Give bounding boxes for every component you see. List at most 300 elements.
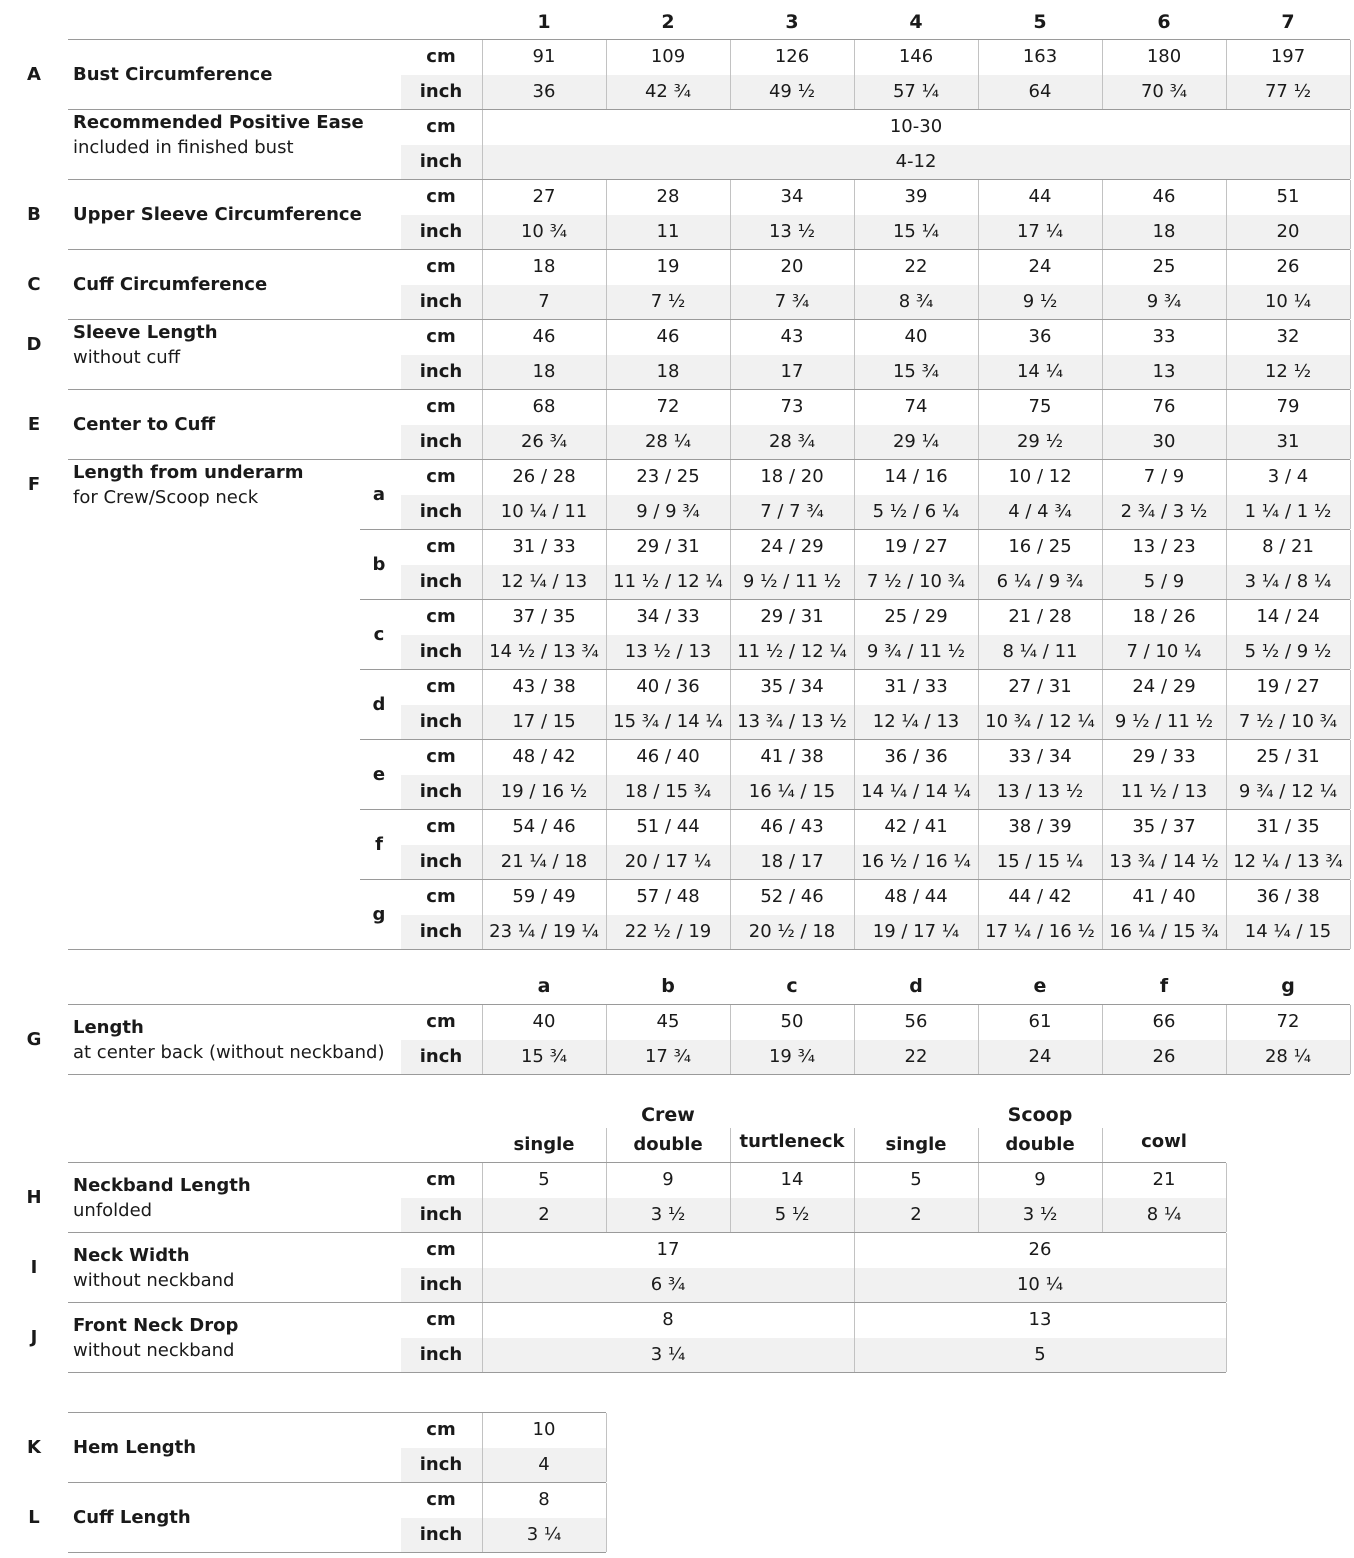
row-c-cm-cell: 19	[656, 256, 680, 277]
row-f-d-inch-cell: 17 / 15	[512, 711, 576, 732]
row-d-letter: D	[26, 334, 42, 355]
unit-cm: cm	[426, 256, 456, 277]
row-a-cm-cell: 109	[650, 46, 686, 67]
unit-inch: inch	[419, 81, 463, 102]
row-d-cm-cell: 36	[1028, 326, 1052, 347]
unit-inch: inch	[419, 571, 463, 592]
row-f-c-cm-cell: 34 / 33	[636, 606, 700, 627]
row-f-a-cm-cell: 10 / 12	[1008, 466, 1072, 487]
row-f-d-cm-cell: 27 / 31	[1008, 676, 1072, 697]
row-f-c-cm-cell: 21 / 28	[1008, 606, 1072, 627]
unit-inch: inch	[419, 1046, 463, 1067]
row-f-a-cm-cell: 14 / 16	[884, 466, 948, 487]
row-a-inch-cell: 70 ¾	[1140, 81, 1188, 102]
row-k-letter: K	[27, 1436, 41, 1458]
row-g-cm-cell: 66	[1152, 1011, 1176, 1032]
unit-cm: cm	[426, 1169, 456, 1190]
row-f-c-inch-cell: 7 / 10 ¼	[1126, 641, 1202, 662]
row-a-cm-cell: 126	[774, 46, 810, 67]
row-f-d-cm-cell: 31 / 33	[884, 676, 948, 697]
column-divider	[1226, 1303, 1227, 1372]
row-h-label	[73, 1173, 251, 1223]
column-divider	[1226, 1233, 1227, 1302]
row-b-letter: B	[27, 203, 41, 225]
row-f-a-cm-cell: 3 / 4	[1267, 466, 1309, 487]
row-i-crew-cm-cell: 17	[656, 1239, 680, 1260]
unit-cm: cm	[426, 1489, 456, 1510]
row-f-f-cm-cell: 42 / 41	[884, 816, 948, 837]
row-f-d-inch-cell: 12 ¼ / 13	[872, 711, 960, 732]
row-e-label	[73, 412, 215, 437]
row-f-b-inch-cell: 12 ¼ / 13	[500, 571, 588, 592]
row-d-inch-cell: 18	[532, 361, 556, 382]
row-j-label	[73, 1313, 238, 1363]
row-c-inch-cell: 9 ¾	[1146, 291, 1182, 312]
row-f-e-inch-cell: 11 ½ / 13	[1120, 781, 1208, 802]
row-f-b-cm-cell: 29 / 31	[636, 536, 700, 557]
unit-cm: cm	[426, 606, 456, 627]
row-c-letter: C	[27, 273, 41, 295]
row-a-inch-cell: 57 ¼	[892, 81, 940, 102]
length-header: a	[537, 975, 551, 997]
unit-cm: cm	[426, 886, 456, 907]
row-d-cm-cell: 46	[532, 326, 556, 347]
neck-column-header: double	[633, 1134, 703, 1155]
row-k-title: Hem Length	[73, 1437, 197, 1458]
unit-inch: inch	[419, 781, 463, 802]
row-i-subtitle: without neckband	[73, 1269, 235, 1291]
row-c-inch-cell: 8 ¾	[898, 291, 934, 312]
row-e-cm-cell: 73	[780, 396, 804, 417]
row-f-g-cm-cell: 52 / 46	[760, 886, 824, 907]
row-j-crew-inch-cell: 3 ¼	[650, 1344, 686, 1365]
row-d-cm-cell: 43	[780, 326, 804, 347]
length-header: e	[1033, 975, 1047, 997]
row-f-c-inch-cell: 5 ½ / 9 ½	[1244, 641, 1332, 662]
row-f-g-cm-cell: 44 / 42	[1008, 886, 1072, 907]
row-f-sub-label: f	[375, 834, 383, 855]
unit-cm: cm	[426, 746, 456, 767]
unit-cm: cm	[426, 466, 456, 487]
row-e-cm-cell: 68	[532, 396, 556, 417]
neck-column-header: double	[1005, 1134, 1075, 1155]
row-f-e-cm-cell: 48 / 42	[512, 746, 576, 767]
row-g-cm-cell: 56	[904, 1011, 928, 1032]
row-h-letter: H	[26, 1186, 42, 1208]
row-f-e-cm-cell: 29 / 33	[1132, 746, 1196, 767]
column-divider	[1350, 740, 1351, 809]
column-divider	[1350, 40, 1351, 109]
row-d-inch-cell: 14 ¼	[1016, 361, 1064, 382]
row-f-f-cm-cell: 35 / 37	[1132, 816, 1196, 837]
row-b-cm-cell: 39	[904, 186, 928, 207]
row-ease-title: Recommended Positive Ease	[73, 112, 364, 133]
length-header: c	[786, 975, 798, 997]
unit-inch: inch	[419, 1524, 463, 1545]
row-a-cm-cell: 163	[1022, 46, 1058, 67]
column-divider	[1350, 390, 1351, 459]
row-a-cm-cell: 146	[898, 46, 934, 67]
row-j-subtitle: without neckband	[73, 1339, 235, 1361]
column-divider	[1350, 180, 1351, 249]
row-f-e-inch-cell: 14 ¼ / 14 ¼	[861, 781, 971, 802]
row-h-cm-cell: 14	[780, 1169, 804, 1190]
row-f-e-cm-cell: 33 / 34	[1008, 746, 1072, 767]
size-header: 5	[1033, 11, 1047, 33]
row-d-title: Sleeve Length	[73, 322, 218, 343]
row-g-label	[73, 1015, 384, 1065]
row-f-g-inch-cell: 14 ¼ / 15	[1244, 921, 1332, 942]
unit-inch: inch	[419, 221, 463, 242]
row-f-d-cm-cell: 35 / 34	[760, 676, 824, 697]
unit-cm: cm	[426, 186, 456, 207]
row-f-c-cm-cell: 18 / 26	[1132, 606, 1196, 627]
row-f-g-inch-cell: 17 ¼ / 16 ½	[985, 921, 1095, 942]
unit-cm: cm	[426, 676, 456, 697]
row-f-f-inch-cell: 20 / 17 ¼	[624, 851, 712, 872]
row-l-inch-cell: 3 ¼	[526, 1524, 562, 1545]
row-c-cm-cell: 24	[1028, 256, 1052, 277]
row-g-subtitle: at center back (without neckband)	[73, 1041, 385, 1063]
row-i-scoop-cm-cell: 26	[1028, 1239, 1052, 1260]
row-c-title: Cuff Circumference	[73, 274, 268, 295]
row-b-inch-cell: 17 ¼	[1016, 221, 1064, 242]
row-b-cm-cell: 27	[532, 186, 556, 207]
row-f-g-inch-cell: 19 / 17 ¼	[872, 921, 960, 942]
row-g-cm-cell: 45	[656, 1011, 680, 1032]
column-divider	[1350, 530, 1351, 599]
row-f-d-cm-cell: 43 / 38	[512, 676, 576, 697]
row-c-cm-cell: 20	[780, 256, 804, 277]
row-f-g-inch-cell: 22 ½ / 19	[624, 921, 712, 942]
row-f-b-cm-cell: 13 / 23	[1132, 536, 1196, 557]
row-b-cm-cell: 34	[780, 186, 804, 207]
row-f-g-cm-cell: 36 / 38	[1256, 886, 1320, 907]
unit-cm: cm	[426, 816, 456, 837]
row-f-f-inch-cell: 16 ½ / 16 ¼	[861, 851, 971, 872]
row-f-a-inch-cell: 7 / 7 ¾	[760, 501, 824, 522]
row-c-inch-cell: 7 ½	[650, 291, 686, 312]
row-f-a-cm-cell: 7 / 9	[1143, 466, 1185, 487]
row-h-title: Neckband Length	[73, 1174, 251, 1196]
row-f-sub-label: e	[372, 764, 386, 785]
row-c-cm-cell: 26	[1276, 256, 1300, 277]
row-l-letter: L	[28, 1506, 40, 1528]
row-e-inch-cell: 28 ¼	[644, 431, 692, 452]
row-j-scoop-inch-cell: 5	[1034, 1344, 1046, 1365]
row-b-title: Upper Sleeve Circumference	[73, 204, 362, 225]
row-h-cm-cell: 9	[662, 1169, 674, 1190]
row-ease-inch-cell: 4-12	[895, 151, 937, 172]
row-k-inch-cell: 4	[538, 1454, 550, 1475]
row-f-f-inch-cell: 13 ¾ / 14 ½	[1109, 851, 1219, 872]
row-f-c-inch-cell: 11 ½ / 12 ¼	[737, 641, 847, 662]
row-b-inch-cell: 18	[1152, 221, 1176, 242]
column-divider	[1226, 1163, 1227, 1232]
row-f-b-inch-cell: 11 ½ / 12 ¼	[613, 571, 723, 592]
row-h-inch-cell: 2	[910, 1204, 922, 1225]
row-f-a-inch-cell: 9 / 9 ¾	[636, 501, 700, 522]
row-g-cm-cell: 40	[532, 1011, 556, 1032]
row-f-d-cm-cell: 40 / 36	[636, 676, 700, 697]
row-f-f-inch-cell: 15 / 15 ¼	[996, 851, 1084, 872]
row-i-title: Neck Width	[73, 1244, 190, 1266]
row-a-inch-cell: 42 ¾	[644, 81, 692, 102]
row-e-inch-cell: 29 ½	[1016, 431, 1064, 452]
row-c-inch-cell: 7 ¾	[774, 291, 810, 312]
size-header: 1	[537, 11, 551, 33]
unit-inch: inch	[419, 291, 463, 312]
row-g-inch-cell: 15 ¾	[520, 1046, 568, 1067]
row-h-inch-cell: 3 ½	[1022, 1204, 1058, 1225]
column-divider	[1350, 250, 1351, 319]
neck-column-header: turtleneck	[739, 1131, 845, 1152]
row-f-f-inch-cell: 12 ¼ / 13 ¾	[1233, 851, 1343, 872]
row-h-inch-cell: 5 ½	[774, 1204, 810, 1225]
row-g-title: Length	[73, 1016, 144, 1038]
row-f-d-inch-cell: 13 ¾ / 13 ½	[737, 711, 847, 732]
unit-cm: cm	[426, 1419, 456, 1440]
length-header: f	[1159, 975, 1169, 997]
row-f-g-cm-cell: 48 / 44	[884, 886, 948, 907]
row-d-cm-cell: 46	[656, 326, 680, 347]
unit-inch: inch	[419, 1274, 463, 1295]
row-k-label	[73, 1435, 196, 1460]
unit-inch: inch	[419, 151, 463, 172]
row-l-label	[73, 1505, 191, 1530]
row-d-cm-cell: 40	[904, 326, 928, 347]
row-e-cm-cell: 79	[1276, 396, 1300, 417]
row-b-inch-cell: 15 ¼	[892, 221, 940, 242]
row-e-cm-cell: 72	[656, 396, 680, 417]
row-f-b-cm-cell: 16 / 25	[1008, 536, 1072, 557]
unit-cm: cm	[426, 1011, 456, 1032]
size-header: 3	[785, 11, 799, 33]
row-c-cm-cell: 22	[904, 256, 928, 277]
column-divider	[854, 1128, 855, 1162]
row-g-inch-cell: 28 ¼	[1264, 1046, 1312, 1067]
row-ease-label	[73, 110, 364, 160]
unit-inch: inch	[419, 921, 463, 942]
row-d-inch-cell: 15 ¾	[892, 361, 940, 382]
row-f-e-cm-cell: 41 / 38	[760, 746, 824, 767]
row-g-inch-cell: 19 ¾	[768, 1046, 816, 1067]
row-i-scoop-inch-cell: 10 ¼	[1016, 1274, 1064, 1295]
row-f-f-cm-cell: 54 / 46	[512, 816, 576, 837]
row-a-inch-cell: 49 ½	[768, 81, 816, 102]
row-f-a-cm-cell: 18 / 20	[760, 466, 824, 487]
length-header: b	[661, 975, 675, 997]
row-e-inch-cell: 30	[1152, 431, 1176, 452]
row-f-e-inch-cell: 16 ¼ / 15	[748, 781, 836, 802]
row-g-cm-cell: 50	[780, 1011, 804, 1032]
row-d-inch-cell: 17	[780, 361, 804, 382]
row-e-inch-cell: 26 ¾	[520, 431, 568, 452]
unit-inch: inch	[419, 641, 463, 662]
unit-inch: inch	[419, 1204, 463, 1225]
row-e-cm-cell: 76	[1152, 396, 1176, 417]
row-a-inch-cell: 77 ½	[1264, 81, 1312, 102]
unit-cm: cm	[426, 116, 456, 137]
row-l-cm-cell: 8	[538, 1489, 550, 1510]
row-f-letter: F	[27, 474, 41, 495]
row-f-d-cm-cell: 19 / 27	[1256, 676, 1320, 697]
row-e-title: Center to Cuff	[73, 414, 216, 435]
row-divider	[68, 1552, 606, 1553]
row-g-inch-cell: 26	[1152, 1046, 1176, 1067]
unit-cm: cm	[426, 536, 456, 557]
row-f-d-inch-cell: 9 ½ / 11 ½	[1114, 711, 1214, 732]
row-f-title: Length from underarm	[73, 462, 304, 483]
row-e-inch-cell: 29 ¼	[892, 431, 940, 452]
row-d-inch-cell: 12 ½	[1264, 361, 1312, 382]
unit-cm: cm	[426, 326, 456, 347]
row-g-inch-cell: 24	[1028, 1046, 1052, 1067]
row-f-b-inch-cell: 6 ¼ / 9 ¾	[996, 571, 1084, 592]
column-divider	[1350, 670, 1351, 739]
row-f-f-cm-cell: 51 / 44	[636, 816, 700, 837]
row-b-inch-cell: 13 ½	[768, 221, 816, 242]
size-header: 7	[1281, 11, 1295, 33]
row-a-cm-cell: 197	[1270, 46, 1306, 67]
row-f-e-cm-cell: 25 / 31	[1256, 746, 1320, 767]
row-a-label	[73, 62, 272, 87]
row-c-inch-cell: 9 ½	[1022, 291, 1058, 312]
row-f-f-inch-cell: 21 ¼ / 18	[500, 851, 588, 872]
row-f-d-inch-cell: 7 ½ / 10 ¾	[1238, 711, 1338, 732]
unit-inch: inch	[419, 431, 463, 452]
row-ease-cm-cell: 10-30	[889, 116, 943, 137]
row-i-letter: I	[30, 1256, 38, 1278]
row-b-inch-cell: 10 ¾	[520, 221, 568, 242]
row-f-g-cm-cell: 57 / 48	[636, 886, 700, 907]
row-f-c-inch-cell: 13 ½ / 13	[624, 641, 712, 662]
unit-cm: cm	[426, 1239, 456, 1260]
row-f-a-cm-cell: 23 / 25	[636, 466, 700, 487]
unit-inch: inch	[419, 501, 463, 522]
row-i-label	[73, 1243, 234, 1293]
row-c-cm-cell: 18	[532, 256, 556, 277]
size-header: 6	[1157, 11, 1171, 33]
row-f-f-cm-cell: 38 / 39	[1008, 816, 1072, 837]
row-j-crew-cm-cell: 8	[662, 1309, 674, 1330]
column-divider	[1350, 110, 1351, 179]
row-d-cm-cell: 32	[1276, 326, 1300, 347]
row-e-cm-cell: 74	[904, 396, 928, 417]
row-b-cm-cell: 28	[656, 186, 680, 207]
row-b-cm-cell: 51	[1276, 186, 1300, 207]
row-i-crew-inch-cell: 6 ¾	[650, 1274, 686, 1295]
group-header-scoop: Scoop	[1007, 1104, 1073, 1126]
row-f-label	[73, 460, 304, 510]
row-g-inch-cell: 22	[904, 1046, 928, 1067]
size-header: 2	[661, 11, 675, 33]
row-f-d-inch-cell: 15 ¾ / 14 ¼	[613, 711, 723, 732]
row-f-f-inch-cell: 18 / 17	[760, 851, 824, 872]
unit-cm: cm	[426, 1309, 456, 1330]
row-g-letter: G	[26, 1028, 42, 1050]
column-divider	[1350, 320, 1351, 389]
row-f-g-inch-cell: 20 ½ / 18	[748, 921, 836, 942]
row-a-inch-cell: 64	[1028, 81, 1052, 102]
row-c-label	[73, 272, 267, 297]
column-divider	[606, 1128, 607, 1162]
row-f-a-inch-cell: 2 ¾ / 3 ½	[1120, 501, 1208, 522]
row-f-e-inch-cell: 19 / 16 ½	[500, 781, 588, 802]
length-header: g	[1281, 975, 1295, 997]
row-f-g-inch-cell: 23 ¼ / 19 ¼	[489, 921, 599, 942]
row-f-c-inch-cell: 9 ¾ / 11 ½	[866, 641, 966, 662]
row-f-c-cm-cell: 25 / 29	[884, 606, 948, 627]
row-d-cm-cell: 33	[1152, 326, 1176, 347]
unit-cm: cm	[426, 396, 456, 417]
row-k-cm-cell: 10	[532, 1419, 556, 1440]
column-divider	[978, 1128, 979, 1162]
row-f-a-inch-cell: 5 ½ / 6 ¼	[872, 501, 960, 522]
row-ease-subtitle: included in finished bust	[73, 137, 294, 158]
row-f-sub-label: d	[372, 694, 386, 715]
row-f-d-inch-cell: 10 ¾ / 12 ¼	[985, 711, 1095, 732]
row-b-inch-cell: 11	[656, 221, 680, 242]
row-h-cm-cell: 21	[1152, 1169, 1176, 1190]
row-f-f-cm-cell: 46 / 43	[760, 816, 824, 837]
unit-inch: inch	[419, 851, 463, 872]
row-d-inch-cell: 13	[1152, 361, 1176, 382]
unit-cm: cm	[426, 46, 456, 67]
row-b-inch-cell: 20	[1276, 221, 1300, 242]
row-f-f-cm-cell: 31 / 35	[1256, 816, 1320, 837]
size-header: 4	[909, 11, 923, 33]
row-h-inch-cell: 2	[538, 1204, 550, 1225]
row-f-e-inch-cell: 13 / 13 ½	[996, 781, 1084, 802]
row-e-inch-cell: 28 ¾	[768, 431, 816, 452]
neck-column-header: cowl	[1141, 1131, 1187, 1152]
row-d-inch-cell: 18	[656, 361, 680, 382]
row-f-b-cm-cell: 8 / 21	[1262, 536, 1314, 557]
row-f-c-inch-cell: 8 ¼ / 11	[1002, 641, 1078, 662]
row-f-d-cm-cell: 24 / 29	[1132, 676, 1196, 697]
column-divider	[606, 1483, 607, 1552]
neck-column-header: single	[513, 1134, 575, 1155]
row-f-g-cm-cell: 41 / 40	[1132, 886, 1196, 907]
column-divider	[1350, 460, 1351, 529]
row-f-a-inch-cell: 1 ¼ / 1 ½	[1244, 501, 1332, 522]
row-f-subtitle: for Crew/Scoop neck	[73, 487, 259, 508]
row-f-a-inch-cell: 10 ¼ / 11	[500, 501, 588, 522]
row-h-cm-cell: 9	[1034, 1169, 1046, 1190]
column-divider	[1350, 1005, 1351, 1074]
row-a-cm-cell: 91	[532, 46, 556, 67]
column-divider	[730, 1128, 731, 1162]
row-f-b-cm-cell: 31 / 33	[512, 536, 576, 557]
column-divider	[606, 1413, 607, 1482]
row-d-label	[73, 320, 218, 370]
row-f-sub-label: g	[372, 904, 386, 925]
row-f-e-inch-cell: 18 / 15 ¾	[624, 781, 712, 802]
row-h-inch-cell: 8 ¼	[1146, 1204, 1182, 1225]
unit-inch: inch	[419, 711, 463, 732]
row-a-cm-cell: 180	[1146, 46, 1182, 67]
row-c-cm-cell: 25	[1152, 256, 1176, 277]
row-f-a-inch-cell: 4 / 4 ¾	[1008, 501, 1072, 522]
row-f-c-cm-cell: 14 / 24	[1256, 606, 1320, 627]
row-e-inch-cell: 31	[1276, 431, 1300, 452]
row-l-title: Cuff Length	[73, 1507, 191, 1528]
length-header: d	[909, 975, 923, 997]
row-f-e-inch-cell: 9 ¾ / 12 ¼	[1238, 781, 1338, 802]
row-f-e-cm-cell: 36 / 36	[884, 746, 948, 767]
row-f-b-inch-cell: 9 ½ / 11 ½	[742, 571, 842, 592]
